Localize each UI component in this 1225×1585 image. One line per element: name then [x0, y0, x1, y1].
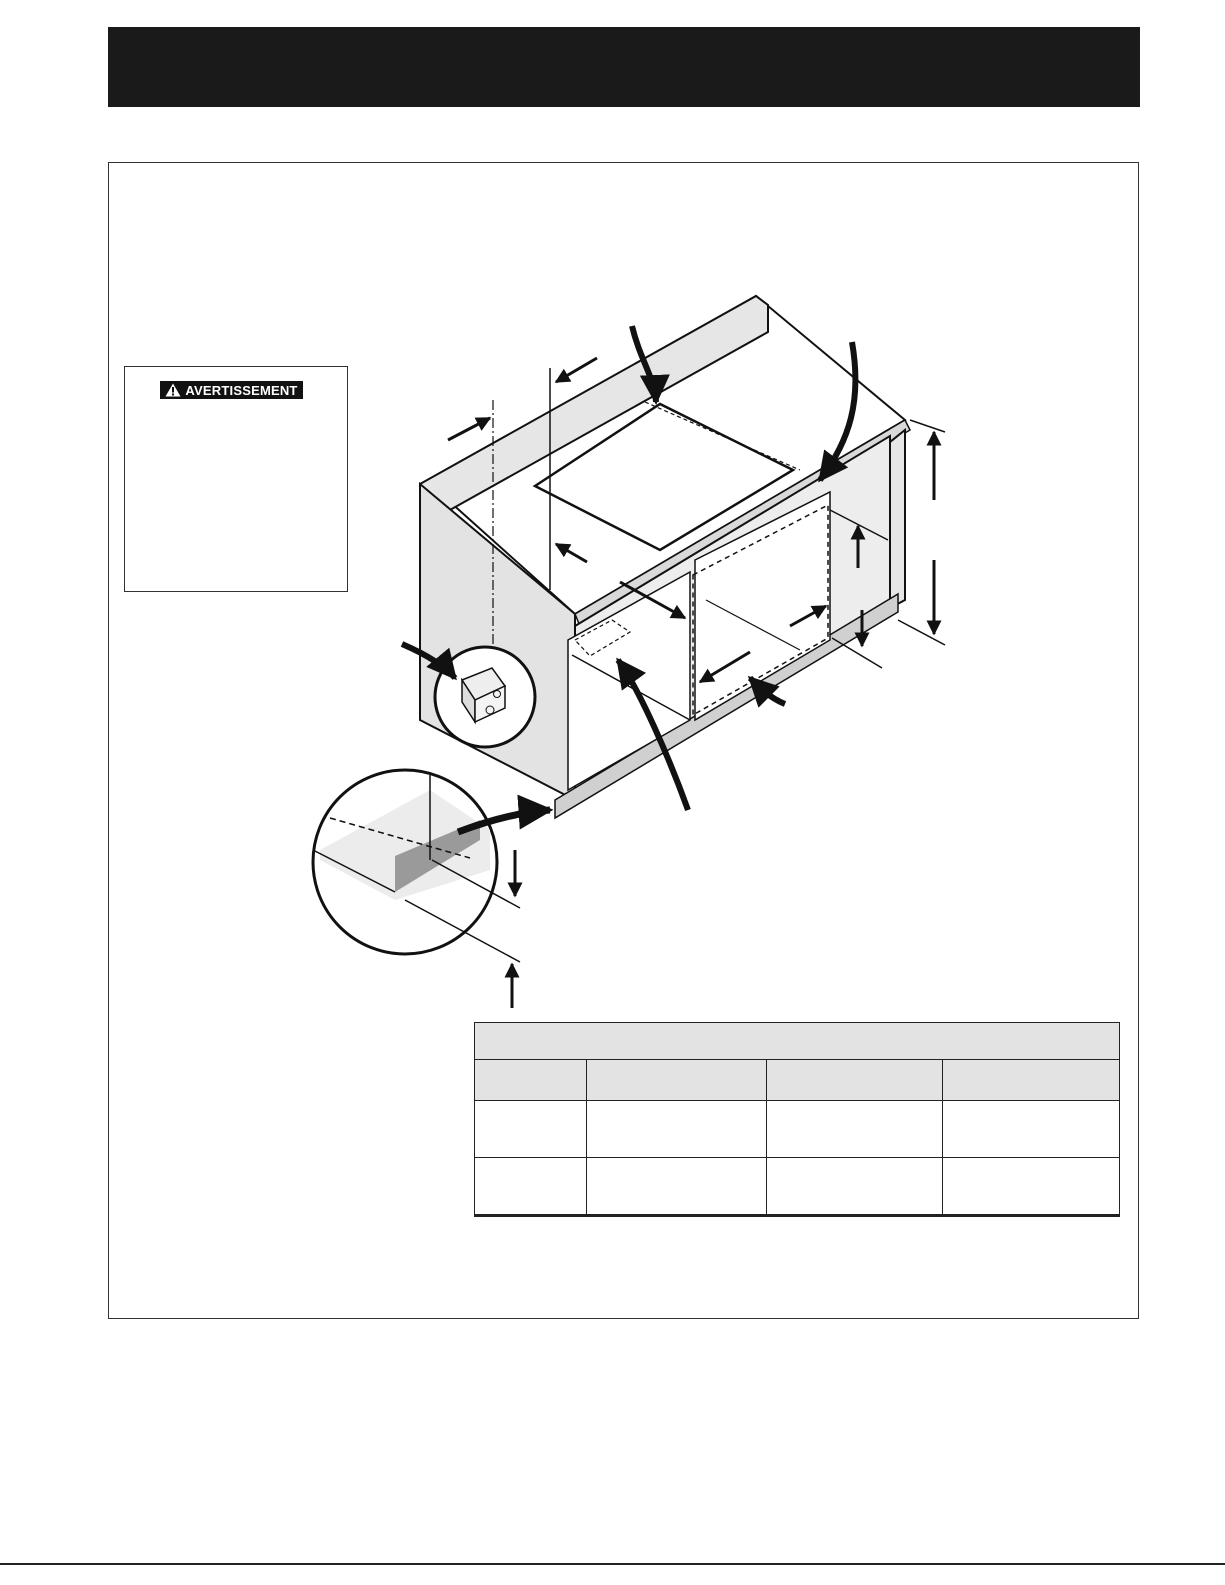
table-header	[943, 1060, 1120, 1101]
table-cell	[475, 1101, 587, 1158]
table-cell	[943, 1158, 1120, 1216]
spec-table	[474, 1022, 1120, 1217]
table-header	[475, 1060, 587, 1101]
table-cell	[587, 1158, 767, 1216]
table-cell	[587, 1101, 767, 1158]
table-header	[587, 1060, 767, 1101]
table-row	[475, 1101, 1120, 1158]
table-cell	[767, 1101, 943, 1158]
table-caption	[475, 1023, 1120, 1060]
warning-label: AVERTISSEMENT	[185, 382, 298, 398]
footer-rule	[0, 1563, 1225, 1565]
table-row	[475, 1158, 1120, 1216]
table-cell	[943, 1101, 1120, 1158]
table-cell	[767, 1158, 943, 1216]
table-cell	[475, 1158, 587, 1216]
table-header	[767, 1060, 943, 1101]
